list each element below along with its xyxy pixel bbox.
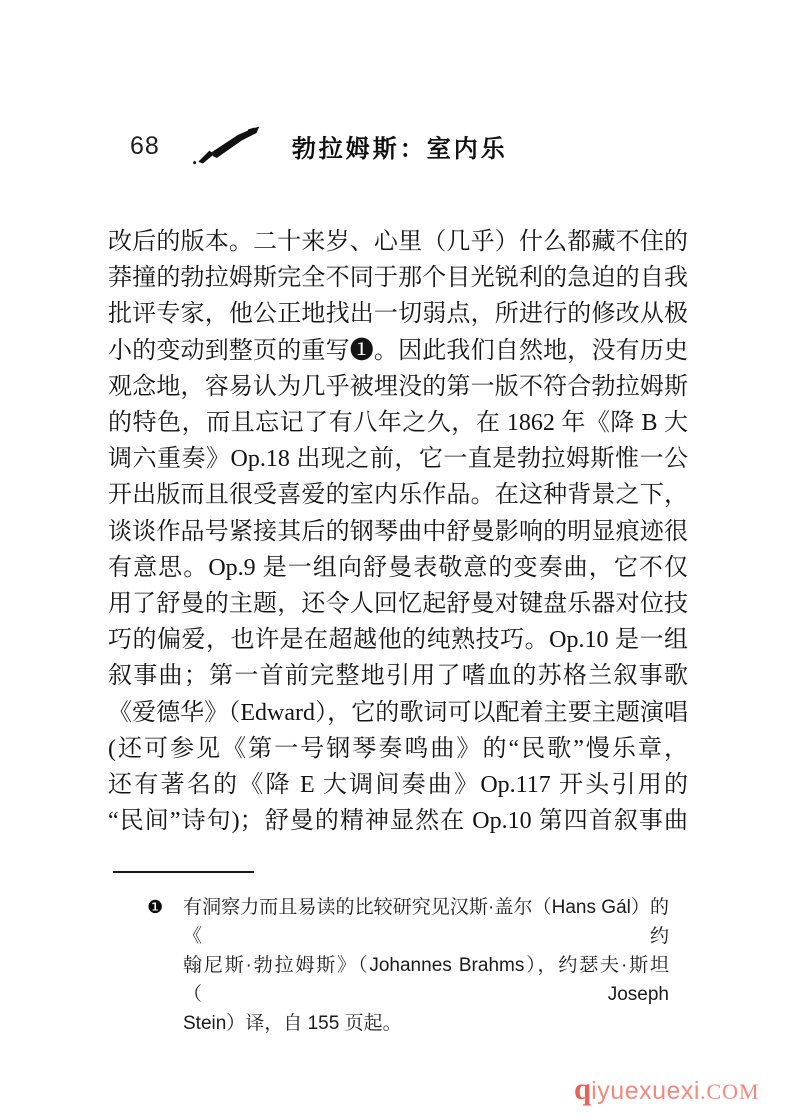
body-text-line: 莽撞的勃拉姆斯完全不同于那个目光锐利的急迫的自我 <box>108 265 688 292</box>
body-text-line: “民间”诗句)；舒曼的精神显然在 Op.10 第四首叙事曲 <box>108 808 688 835</box>
body-text-line: 开出版而且很受喜爱的室内乐作品。在这种背景之下， <box>108 482 688 509</box>
body-text-line: 谈谈作品号紧接其后的钢琴曲中舒曼影响的明显痕迹很 <box>108 518 688 545</box>
body-text-line: 叙事曲；第一首前完整地引用了嗜血的苏格兰叙事歌 <box>108 663 688 690</box>
footnote-line: 有洞察力而且易读的比较研究见汉斯·盖尔（Hans Gál）的《约 <box>183 897 669 947</box>
body-text-line: 的特色，而且忘记了有八年之久，在 1862 年《降 B 大 <box>108 410 688 437</box>
body-text-line: 调六重奏》Op.18 出现之前，它一直是勃拉姆斯惟一公 <box>108 446 688 473</box>
footnote-line: Stein）译，自 155 页起。 <box>183 1013 402 1034</box>
quill-pen-icon <box>190 125 262 167</box>
footnote-divider <box>113 871 254 873</box>
watermark-initial: q <box>574 1071 592 1106</box>
footnote <box>147 893 688 1038</box>
page-number: 68 <box>130 131 160 160</box>
body-text-line: 巧的偏爱，也许是在超越他的纯熟技巧。Op.10 是一组 <box>108 627 688 654</box>
body-text-line-footnote-ref: 小的变动到整页的重写❶。因此我们自然地，没有历史 <box>108 337 688 364</box>
body-text-line: (还可参见《第一号钢琴奏鸣曲》的“民歌”慢乐章， <box>108 735 688 762</box>
body-text-line: 改后的版本。二十来岁、心里（几乎）什么都藏不住的 <box>108 229 688 255</box>
footnote-line: 翰尼斯·勃拉姆斯》（Johannes Brahms），约瑟夫·斯坦（Joseph <box>183 955 669 1005</box>
watermark-suffix: .COM <box>699 1079 760 1104</box>
chapter-title: 勃拉姆斯：室内乐 <box>291 136 508 163</box>
body-text-line: 观念地，容易认为几乎被埋没的第一版不符合勃拉姆斯 <box>108 373 688 400</box>
body-text-line: 用了舒曼的主题，还令人回忆起舒曼对键盘乐器对位技 <box>108 591 688 618</box>
body-text-line: 还有著名的《降 E 大调间奏曲》Op.117 开头引用的 <box>108 772 688 799</box>
watermark-middle: iyuexuexi <box>591 1077 700 1105</box>
footnote-marker-icon: ❶ <box>147 897 164 918</box>
body-text-line: 批评专家，他公正地找出一切弱点，所进行的修改从极 <box>108 301 688 328</box>
page-header <box>130 130 508 162</box>
body-text-block <box>108 224 688 839</box>
watermark <box>574 1071 760 1107</box>
footnote-text <box>183 893 669 1038</box>
body-text-line: 《爱德华》（Edward），它的歌词可以配着主要主题演唱 <box>108 699 688 726</box>
body-text-line: 有意思。Op.9 是一组向舒曼表敬意的变奏曲，它不仅 <box>108 554 688 581</box>
